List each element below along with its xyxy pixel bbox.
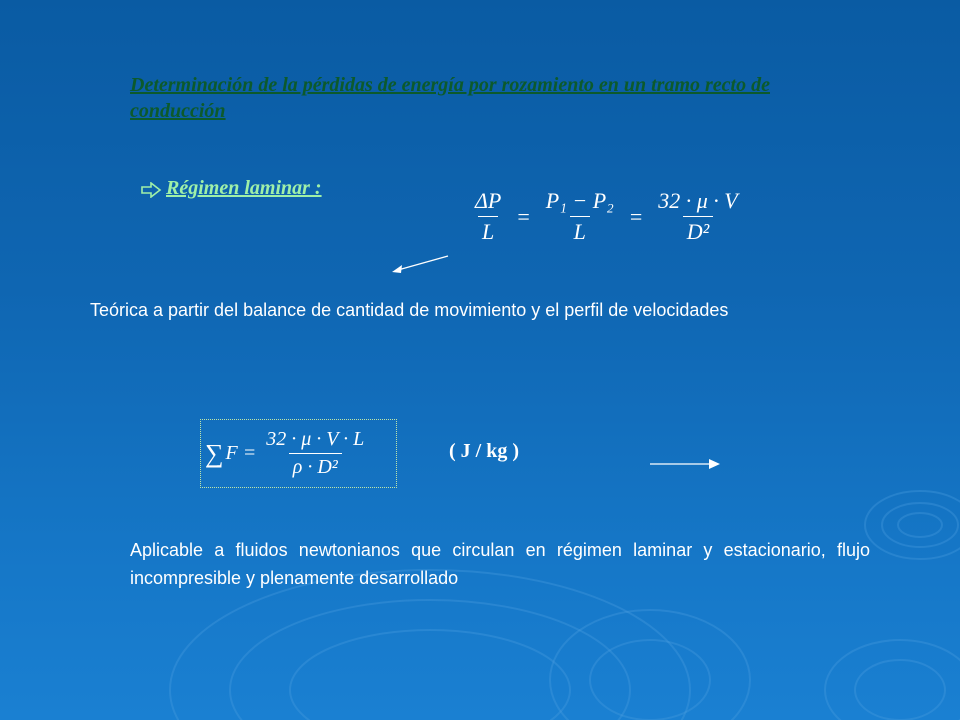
left-arrow-icon (392, 256, 448, 273)
subtitle-text: Régimen laminar : (166, 177, 322, 199)
fraction-numerator: ΔP (475, 188, 502, 213)
theory-note: Teórica a partir del balance de cantidad de movimiento y el perfil de velocidades (90, 300, 729, 320)
fraction-denominator: L (570, 216, 590, 245)
equals-sign: = (517, 203, 530, 229)
subtitle-row (140, 177, 322, 200)
fraction-denominator: D² (683, 216, 713, 245)
formula-lhs: F = (225, 442, 257, 464)
units-label: ( J / kg ) (449, 440, 519, 462)
right-arrow-icon (650, 459, 720, 469)
sigma-symbol: ∑ (205, 438, 224, 468)
right-arrow-outline-icon (140, 181, 162, 197)
friction-loss-formula-box (200, 419, 397, 488)
fraction-numerator: 32 · μ · V · L (266, 428, 365, 450)
fraction-friction-loss (262, 428, 368, 479)
fraction-p1-minus-p2-over-l (542, 188, 618, 245)
fraction-numerator: P₁ − P₂ (545, 188, 614, 213)
laminar-pressure-drop-formula (465, 188, 748, 245)
applicability-note: Aplicable a fluidos newtonianos que circulan en régimen laminar y estacionario, flujo incompresible y plenamente desarrollado (130, 540, 870, 588)
fraction-delta-p-over-l (471, 188, 505, 245)
fraction-denominator: ρ · D² (289, 453, 342, 479)
slide-title: Determinación de la pérdidas de energía por rozamiento en un tramo recto de conducción (130, 74, 770, 122)
equals-sign: = (629, 203, 643, 229)
fraction-numerator: 32 · μ · V (658, 188, 738, 213)
fraction-denominator: L (478, 216, 498, 245)
fraction-32-mu-v-over-d2 (654, 188, 741, 245)
